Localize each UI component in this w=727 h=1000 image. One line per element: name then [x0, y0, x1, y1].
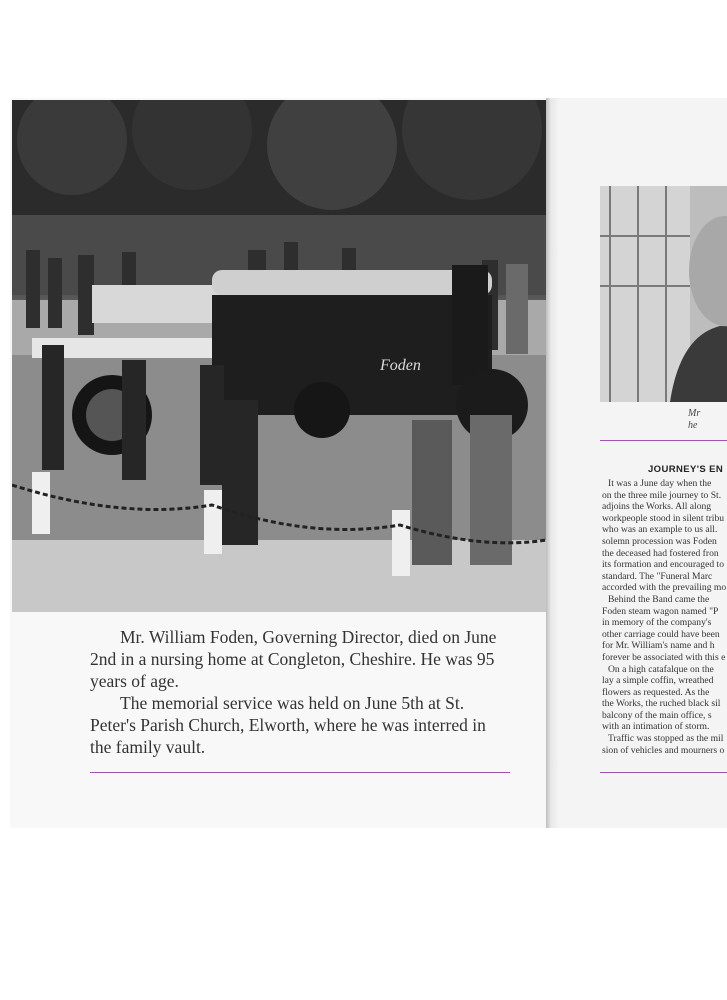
article-line: forever be associated with this e [602, 651, 726, 663]
photo-caption [90, 626, 510, 758]
funeral-procession-photo [12, 100, 546, 612]
article-line: who was an example to us all. [602, 524, 718, 536]
article-line: lay a simple coffin, wreathed [602, 675, 714, 687]
article-line: balcony of the main office, s [602, 709, 712, 721]
caption-paragraph-1: Mr. William Foden, Governing Director, died on June 2nd in a nursing home at Congleton, Cheshire. He was 95 years of age. [90, 627, 497, 691]
page-fold [546, 98, 558, 828]
article-line: Behind the Band came the [608, 593, 710, 605]
article-divider [600, 772, 727, 773]
photo-illustration [12, 100, 546, 612]
article-line: standard. The "Funeral Marc [602, 570, 713, 582]
portrait-caption-line-1: Mr [688, 408, 701, 419]
article-heading: JOURNEY'S EN [648, 464, 724, 475]
article-line: with an intimation of storm. [602, 721, 710, 733]
article-line: other carriage could have been [602, 628, 720, 640]
portrait-divider [600, 440, 727, 441]
article-line: Traffic was stopped as the mil [608, 733, 724, 745]
caption-paragraph-2: The memorial service was held on June 5th at St. Peter's Parish Church, Elworth, where he was interred in the family vault. [90, 693, 486, 757]
article-line: workpeople stood in silent tribu [602, 512, 725, 524]
portrait-photo [600, 186, 727, 402]
article-line: for Mr. William's name and h [602, 640, 715, 652]
caption-divider [90, 772, 510, 773]
portrait-caption-line-2: he [688, 420, 698, 431]
article-line: accorded with the prevailing mo [602, 582, 727, 594]
article-line: flowers as requested. As the [602, 686, 710, 698]
article-line: On a high catafalque on the [608, 663, 714, 675]
article-line: Foden steam wagon named "P [602, 605, 719, 617]
article-line: It was a June day when the [608, 478, 712, 489]
article-line: the Works, the ruched black sil [602, 698, 721, 710]
left-page [10, 98, 546, 828]
vehicle-lettering: Foden [380, 357, 421, 374]
magazine-spread [10, 98, 727, 828]
article-line: solemn procession was Foden [602, 535, 717, 547]
article-line: the deceased had fostered fron [602, 547, 719, 559]
portrait-caption [688, 408, 727, 432]
article-line: in memory of the company's [602, 617, 712, 629]
article-line: on the three mile journey to St. [602, 489, 722, 501]
article-line: sion of vehicles and mourners o [602, 744, 725, 756]
article-body [602, 478, 727, 756]
portrait-illustration [600, 186, 727, 402]
right-page [558, 98, 727, 828]
article-line: its formation and encouraged to [602, 559, 725, 571]
article-line: adjoins the Works. All along [602, 501, 712, 513]
